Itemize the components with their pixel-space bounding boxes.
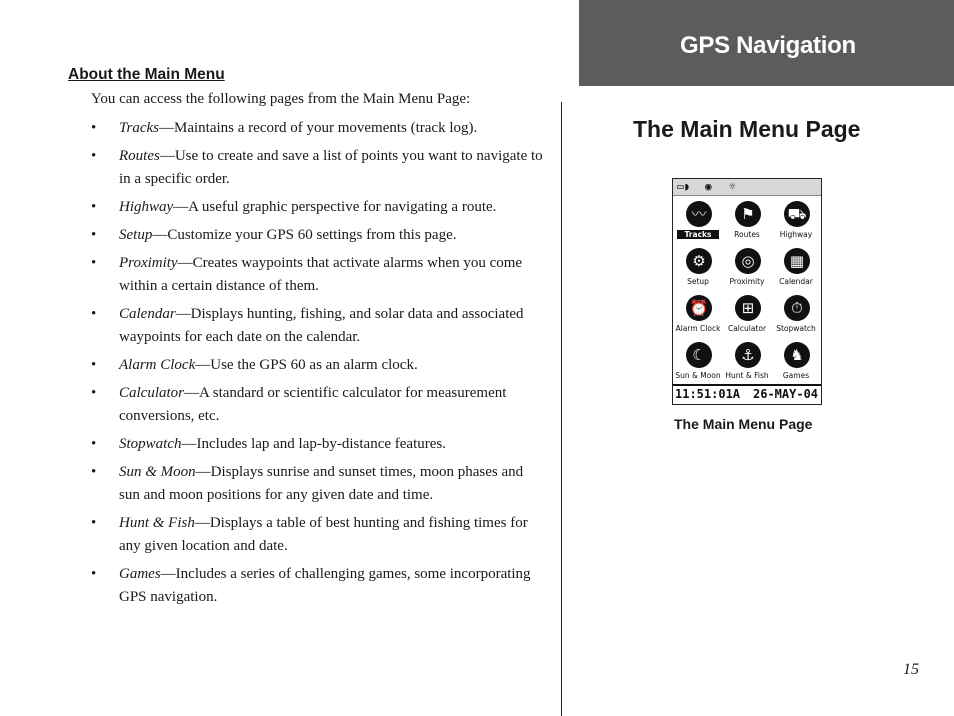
bullet: •: [91, 357, 97, 373]
item-description: —Use to create and save a list of points you want to navigate to in a specific order.: [119, 148, 543, 187]
menu-item-label: Routes: [734, 230, 760, 239]
list-item: [91, 224, 547, 247]
menu-item-label: Sun & Moon: [675, 371, 721, 380]
item-name: Routes: [119, 148, 160, 164]
bullet: •: [91, 148, 97, 164]
menu-item[interactable]: [771, 338, 821, 384]
bullet: •: [91, 515, 97, 531]
list-item: [91, 354, 547, 377]
menu-item-label: Calendar: [779, 277, 813, 286]
svg-text:⏰: ⏰: [689, 299, 709, 317]
page-title: The Main Menu Page: [633, 116, 861, 142]
bullet: •: [91, 120, 97, 136]
tracks-icon: [684, 199, 714, 229]
device-screen: [672, 178, 822, 405]
date-readout: 26-MAY-04: [753, 387, 819, 401]
bullet: •: [91, 306, 97, 322]
item-description: —Customize your GPS 60 settings from this page.: [152, 227, 457, 243]
svg-text:⚓: ⚓: [741, 346, 755, 364]
list-item: [91, 117, 547, 140]
bullet: •: [91, 436, 97, 452]
backlight-icon: ☼: [729, 180, 736, 193]
svg-text:♞: ♞: [790, 346, 804, 364]
svg-text:⚑: ⚑: [741, 205, 755, 223]
menu-item-label: Proximity: [729, 277, 765, 286]
clock-bar: [673, 384, 821, 404]
menu-item-label: Highway: [779, 230, 813, 239]
svg-text:▦: ▦: [789, 252, 805, 270]
bullet: •: [91, 255, 97, 271]
menu-item-label: Hunt & Fish: [725, 371, 769, 380]
sun-moon-icon: [684, 340, 714, 370]
time-readout: 11:51:01A: [675, 387, 741, 401]
proximity-icon: [733, 246, 763, 276]
item-name: Tracks: [119, 120, 160, 136]
menu-item[interactable]: [673, 197, 723, 243]
item-name: Hunt & Fish: [119, 515, 195, 531]
intro-text: You can access the following pages from the Main Menu Page:: [91, 91, 471, 107]
routes-icon: [733, 199, 763, 229]
item-name: Proximity: [119, 255, 178, 271]
item-description: —Displays sunrise and sunset times, moon phases and sun and moon positions for any given date and time.: [119, 464, 524, 503]
svg-text:⊞: ⊞: [741, 299, 755, 317]
svg-text:〰: 〰: [691, 205, 707, 223]
svg-text:⛟: ⛟: [787, 205, 807, 223]
svg-text:☾: ☾: [692, 346, 706, 364]
item-name: Stopwatch: [119, 436, 182, 452]
list-item: [91, 382, 547, 428]
menu-item-label: Stopwatch: [776, 324, 816, 333]
games-icon: [782, 340, 812, 370]
stopwatch-icon: [782, 293, 812, 323]
list-item: [91, 512, 547, 558]
calendar-icon: [782, 246, 812, 276]
item-name: Setup: [119, 227, 153, 243]
subheading: About the Main Menu: [68, 66, 225, 83]
menu-item[interactable]: [771, 197, 821, 243]
status-bar: [673, 179, 821, 196]
bullet: •: [91, 385, 97, 401]
calculator-icon: [733, 293, 763, 323]
menu-item-label: Setup: [687, 277, 709, 286]
svg-text:⚙: ⚙: [692, 252, 706, 270]
item-name: Highway: [119, 199, 174, 215]
feature-list: [91, 117, 547, 614]
list-item: [91, 252, 547, 298]
item-description: —Displays hunting, fishing, and solar data and associated waypoints for each date on the calendar.: [119, 306, 524, 345]
item-name: Sun & Moon: [119, 464, 196, 480]
menu-item[interactable]: [722, 197, 772, 243]
svg-text:◎: ◎: [741, 252, 755, 270]
menu-item-label: Alarm Clock: [675, 324, 721, 333]
menu-item[interactable]: [722, 244, 772, 290]
column-divider: [561, 102, 562, 716]
menu-item[interactable]: [771, 244, 821, 290]
list-item: [91, 563, 547, 609]
item-name: Calculator: [119, 385, 185, 401]
menu-item[interactable]: [771, 291, 821, 337]
item-description: —Use the GPS 60 as an alarm clock.: [195, 357, 418, 373]
item-description: —A useful graphic perspective for navigating a route.: [173, 199, 497, 215]
item-name: Games: [119, 566, 161, 582]
satellite-icon: ◉: [705, 180, 712, 193]
section-title: GPS Navigation: [680, 32, 856, 59]
item-description: —Displays a table of best hunting and fishing times for any given location and date.: [119, 515, 528, 554]
page-number: 15: [903, 661, 919, 678]
menu-item-label: Tracks: [677, 230, 719, 239]
list-item: [91, 433, 547, 456]
list-item: [91, 303, 547, 349]
menu-item[interactable]: [673, 338, 723, 384]
alarm-clock-icon: [684, 293, 714, 323]
setup-icon: [684, 246, 714, 276]
item-description: —Includes lap and lap-by-distance features.: [181, 436, 446, 452]
menu-item[interactable]: [673, 244, 723, 290]
item-description: —Creates waypoints that activate alarms when you come within a certain distance of them.: [119, 255, 523, 294]
menu-item-label: Calculator: [727, 324, 767, 333]
item-description: —Includes a series of challenging games, some incorporating GPS navigation.: [119, 566, 531, 605]
bullet: •: [91, 566, 97, 582]
bullet: •: [91, 227, 97, 243]
battery-icon: ▭◗: [677, 180, 691, 193]
section-header: [579, 0, 954, 86]
item-name: Calendar: [119, 306, 176, 322]
item-name: Alarm Clock: [119, 357, 196, 373]
list-item: [91, 461, 547, 507]
menu-item[interactable]: [722, 291, 772, 337]
item-description: —A standard or scientific calculator for measurement conversions, etc.: [119, 385, 507, 424]
menu-item[interactable]: [722, 338, 772, 384]
menu-item-label: Games: [782, 371, 810, 380]
list-item: [91, 196, 547, 219]
figure-caption: The Main Menu Page: [674, 416, 813, 432]
menu-item[interactable]: [673, 291, 723, 337]
hunt-fish-icon: [733, 340, 763, 370]
item-description: —Maintains a record of your movements (track log).: [159, 120, 478, 136]
highway-icon: [782, 199, 812, 229]
bullet: •: [91, 199, 97, 215]
bullet: •: [91, 464, 97, 480]
list-item: [91, 145, 547, 191]
svg-text:⏱: ⏱: [791, 299, 803, 317]
